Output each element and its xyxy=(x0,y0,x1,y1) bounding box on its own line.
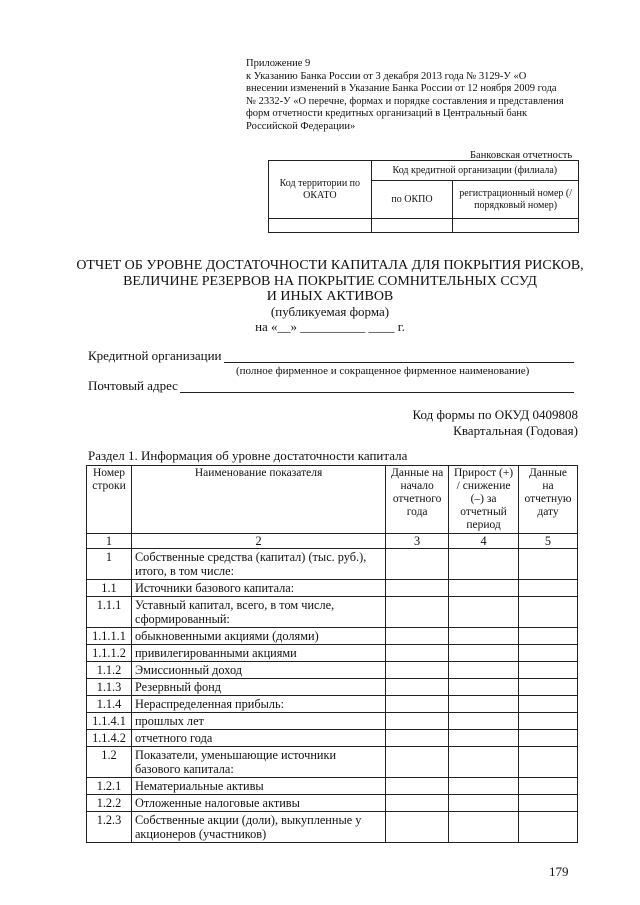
row-number: 1.1.2 xyxy=(87,662,132,679)
report-title xyxy=(60,258,600,305)
credit-org-code-header: Код кредитной организации (филиала) xyxy=(371,161,578,181)
report-subtitle xyxy=(60,304,600,334)
row-number: 1.2.2 xyxy=(87,795,132,812)
reporting-date-value[interactable] xyxy=(519,549,578,580)
title-line: ОТЧЕТ ОБ УРОВНЕ ДОСТАТОЧНОСТИ КАПИТАЛА ДЛЯ ПОКРЫТИЯ РИСКОВ, xyxy=(76,258,584,273)
report-date-line: на «__» __________ ____ г. xyxy=(255,319,405,334)
indicator-name: Резервный фонд xyxy=(131,679,385,696)
appendix-line: внесении изменений в Указание Банка России от 12 ноября 2009 года xyxy=(246,83,557,95)
postal-address-field[interactable] xyxy=(180,392,574,393)
okato-header: Код территории по ОКАТО xyxy=(269,161,372,219)
okud-code: Код формы по ОКУД 0409808 xyxy=(412,407,578,422)
reporting-date-value[interactable] xyxy=(519,597,578,628)
indicator-name: прошлых лет xyxy=(131,713,385,730)
reporting-date-value[interactable] xyxy=(519,795,578,812)
indicator-name: обыкновенными акциями (долями) xyxy=(131,628,385,645)
col-number: 2 xyxy=(131,534,385,549)
change-value[interactable] xyxy=(449,713,519,730)
indicator-name: Нераспределенная прибыль: xyxy=(131,696,385,713)
indicator-name: Собственные средства (капитал) (тыс. руб.), итого, в том числе: xyxy=(131,549,385,580)
col-number: 4 xyxy=(449,534,519,549)
reg-number-value[interactable] xyxy=(453,219,579,233)
change-value[interactable] xyxy=(449,696,519,713)
col-header-indicator: Наименование показателя xyxy=(131,466,385,534)
appendix-line: Приложение 9 xyxy=(246,58,311,69)
report-period: Квартальная (Годовая) xyxy=(453,423,578,438)
title-line: ВЕЛИЧИНЕ РЕЗЕРВОВ НА ПОКРЫТИЕ СОМНИТЕЛЬНЫХ ССУД xyxy=(123,273,537,289)
okato-value[interactable] xyxy=(269,219,372,233)
credit-org-label: Кредитной организации xyxy=(88,348,222,363)
table-row xyxy=(87,645,578,662)
section-title: Раздел 1. Информация об уровне достаточности капитала xyxy=(88,448,408,463)
indicator-name: отчетного года xyxy=(131,730,385,747)
bank-report-label: Банковская отчетность xyxy=(470,150,573,161)
start-of-year-value[interactable] xyxy=(386,580,449,597)
indicator-name: Источники базового капитала: xyxy=(131,580,385,597)
table-row xyxy=(87,580,578,597)
col-number: 3 xyxy=(386,534,449,549)
start-of-year-value[interactable] xyxy=(386,747,449,778)
col-number: 5 xyxy=(519,534,578,549)
row-number: 1.1.4.1 xyxy=(87,713,132,730)
reporting-date-value[interactable] xyxy=(519,696,578,713)
change-value[interactable] xyxy=(449,795,519,812)
table-row xyxy=(87,628,578,645)
start-of-year-value[interactable] xyxy=(386,645,449,662)
change-value[interactable] xyxy=(449,812,519,843)
change-value[interactable] xyxy=(449,549,519,580)
start-of-year-value[interactable] xyxy=(386,713,449,730)
start-of-year-value[interactable] xyxy=(386,597,449,628)
change-value[interactable] xyxy=(449,730,519,747)
appendix-line: к Указанию Банка России от 3 декабря 2013 года № 3129-У «О xyxy=(246,70,527,82)
indicator-name: Нематериальные активы xyxy=(131,778,385,795)
title-line: И ИНЫХ АКТИВОВ xyxy=(266,289,394,304)
start-of-year-value[interactable] xyxy=(386,795,449,812)
change-value[interactable] xyxy=(449,747,519,778)
start-of-year-value[interactable] xyxy=(386,679,449,696)
indicator-name: Эмиссионный доход xyxy=(131,662,385,679)
table-row xyxy=(87,597,578,628)
row-number: 1.1.4 xyxy=(87,696,132,713)
reporting-date-value[interactable] xyxy=(519,645,578,662)
okpo-value[interactable] xyxy=(371,219,453,233)
table-row xyxy=(87,679,578,696)
table-row xyxy=(87,730,578,747)
start-of-year-value[interactable] xyxy=(386,549,449,580)
credit-org-hint: (полное фирменное и сокращенное фирменное наименование) xyxy=(236,365,530,377)
row-number: 1.2.1 xyxy=(87,778,132,795)
reporting-date-value[interactable] xyxy=(519,713,578,730)
row-number: 1.2.3 xyxy=(87,812,132,843)
row-number: 1.1 xyxy=(87,580,132,597)
postal-address-label: Почтовый адрес xyxy=(88,378,178,393)
start-of-year-value[interactable] xyxy=(386,696,449,713)
table-row xyxy=(87,778,578,795)
col-number: 1 xyxy=(87,534,132,549)
table-row xyxy=(87,662,578,679)
row-number: 1 xyxy=(87,549,132,580)
indicator-name: привилегированными акциями xyxy=(131,645,385,662)
start-of-year-value[interactable] xyxy=(386,778,449,795)
appendix-line: форм отчетности кредитных организаций в Центральный банк xyxy=(246,108,528,120)
row-number: 1.1.1.1 xyxy=(87,628,132,645)
reporting-date-value[interactable] xyxy=(519,778,578,795)
appendix-line: № 2332-У «О перечне, формах и порядке составления и представления xyxy=(246,95,564,107)
page-number: 179 xyxy=(549,864,569,879)
table-row xyxy=(87,795,578,812)
col-header-reporting-date: Данные на отчетную дату xyxy=(519,466,578,534)
start-of-year-value[interactable] xyxy=(386,812,449,843)
change-value[interactable] xyxy=(449,679,519,696)
row-number: 1.1.1.2 xyxy=(87,645,132,662)
reporting-date-value[interactable] xyxy=(519,812,578,843)
row-number: 1.1.4.2 xyxy=(87,730,132,747)
table-row xyxy=(87,812,578,843)
appendix-line: Российской Федерации» xyxy=(246,120,356,132)
row-number: 1.1.1 xyxy=(87,597,132,628)
col-header-start-of-year: Данные на начало отчетного года xyxy=(386,466,449,534)
start-of-year-value[interactable] xyxy=(386,662,449,679)
row-number: 1.2 xyxy=(87,747,132,778)
indicator-name: Отложенные налоговые активы xyxy=(131,795,385,812)
change-value[interactable] xyxy=(449,580,519,597)
indicator-name: Собственные акции (доли), выкупленные у акционеров (участников) xyxy=(131,812,385,843)
indicator-name: Уставный капитал, всего, в том числе, сформированный: xyxy=(131,597,385,628)
reporting-date-value[interactable] xyxy=(519,628,578,645)
change-value[interactable] xyxy=(449,597,519,628)
okpo-header: по ОКПО xyxy=(371,181,453,219)
reporting-date-value[interactable] xyxy=(519,747,578,778)
table-row xyxy=(87,713,578,730)
reg-number-header: регистрационный номер (/порядковый номер) xyxy=(453,181,579,219)
table-row xyxy=(87,549,578,580)
start-of-year-value[interactable] xyxy=(386,628,449,645)
row-number: 1.1.3 xyxy=(87,679,132,696)
reporting-date-value[interactable] xyxy=(519,730,578,747)
table-row xyxy=(87,696,578,713)
table-row xyxy=(87,747,578,778)
published-form-label: (публикуемая форма) xyxy=(270,304,390,319)
change-value[interactable] xyxy=(449,778,519,795)
reporting-date-value[interactable] xyxy=(519,580,578,597)
indicator-name: Показатели, уменьшающие источники базового капитала: xyxy=(131,747,385,778)
reporting-date-value[interactable] xyxy=(519,662,578,679)
change-value[interactable] xyxy=(449,628,519,645)
col-header-row-number: Номер строки xyxy=(87,466,132,534)
appendix-header xyxy=(246,58,586,134)
form-code-block xyxy=(380,407,578,439)
change-value[interactable] xyxy=(449,645,519,662)
start-of-year-value[interactable] xyxy=(386,730,449,747)
col-header-change: Прирост (+) / снижение (–) за отчетный период xyxy=(449,466,519,534)
change-value[interactable] xyxy=(449,662,519,679)
reporting-date-value[interactable] xyxy=(519,679,578,696)
codes-table xyxy=(268,160,579,233)
capital-adequacy-table xyxy=(86,465,578,843)
credit-org-field[interactable] xyxy=(224,362,574,363)
